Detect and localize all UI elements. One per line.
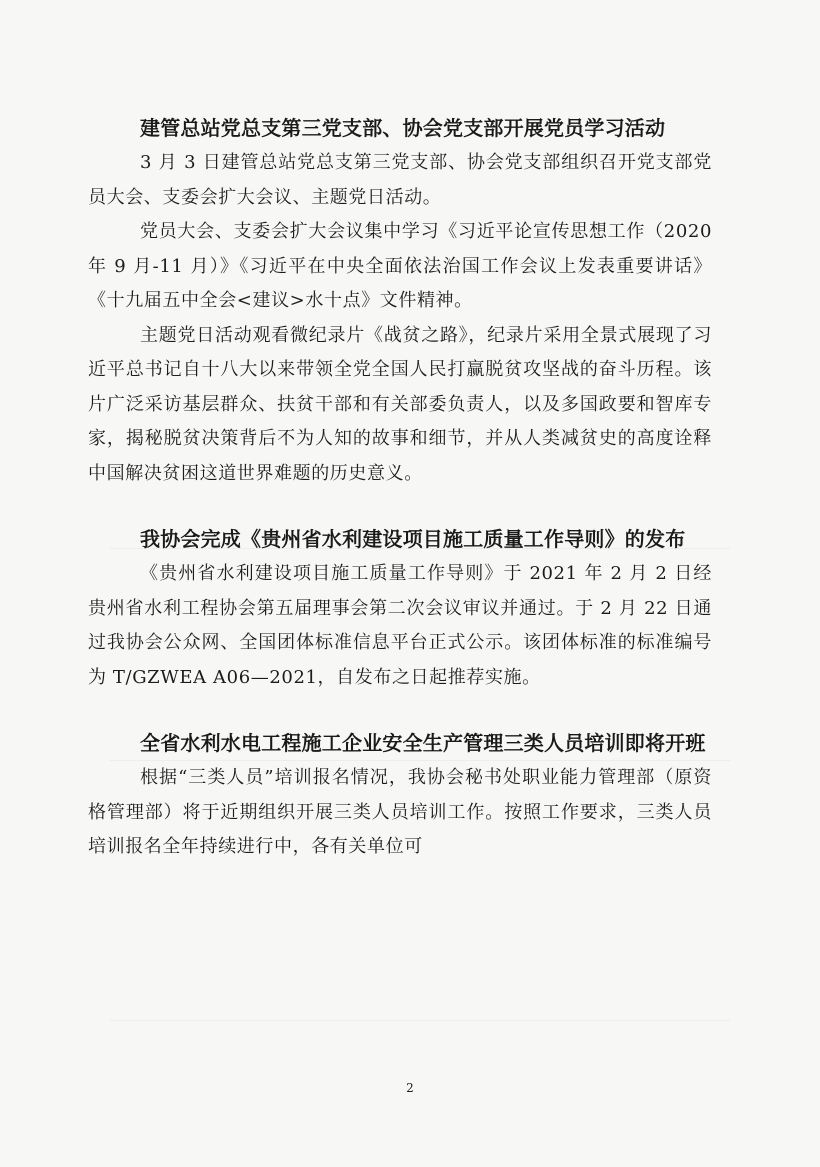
document-body: [88, 110, 712, 865]
section-title: 建管总站党总支第三党支部、协会党支部开展党员学习活动: [140, 116, 666, 140]
bleed-through-line: [110, 1020, 730, 1021]
page-number: 2: [406, 1081, 414, 1095]
section-safety-training: [88, 725, 712, 865]
paragraph: 根据“三类人员”培训报名情况，我协会秘书处职业能力管理部（原资格管理部）将于近期组织开展三类人员培训工作。按照工作要求，三类人员培训报名全年持续进行中，各有关单位可: [88, 767, 712, 857]
section-guideline-release: [88, 521, 712, 695]
paragraph: 党员大会、支委会扩大会议集中学习《习近平论宣传思想工作（2020 年 9 月-11 月）》《习近平在中央全面依法治国工作会议上发表重要讲话》《十九届五中全会<建议>水十点》文件精神。: [88, 221, 712, 311]
section-title: 全省水利水电工程施工企业安全生产管理三类人员培训即将开班: [140, 731, 706, 755]
paragraph: 主题党日活动观看微纪录片《战贫之路》，纪录片采用全景式展现了习近平总书记自十八大以来带领全党全国人民打赢脱贫攻坚战的奋斗历程。该片广泛采访基层群众、扶贫干部和有关部委负责人，以及多国政要和智库专家，揭秘脱贫决策背后不为人知的故事和细节，并从人类减贫史的高度诠释中国解决贫困这道世界难题的历史意义。: [88, 324, 712, 484]
section-party-study: [88, 110, 712, 491]
section-title: 我协会完成《贵州省水利建设项目施工质量工作导则》的发布: [140, 527, 686, 551]
paragraph: 《贵州省水利建设项目施工质量工作导则》于 2021 年 2 月 2 日经贵州省水利工程协会第五届理事会第二次会议审议并通过。于 2 月 22 日通过我协会公众网、全国团体标准信息平台正式公示。该团体标准的标准编号为 T/GZWEA A06—2021，自发布之日起推荐实施。: [88, 563, 712, 688]
paragraph: 3 月 3 日建管总站党总支第三党支部、协会党支部组织召开党支部党员大会、支委会扩大会议、主题党日活动。: [88, 152, 712, 208]
